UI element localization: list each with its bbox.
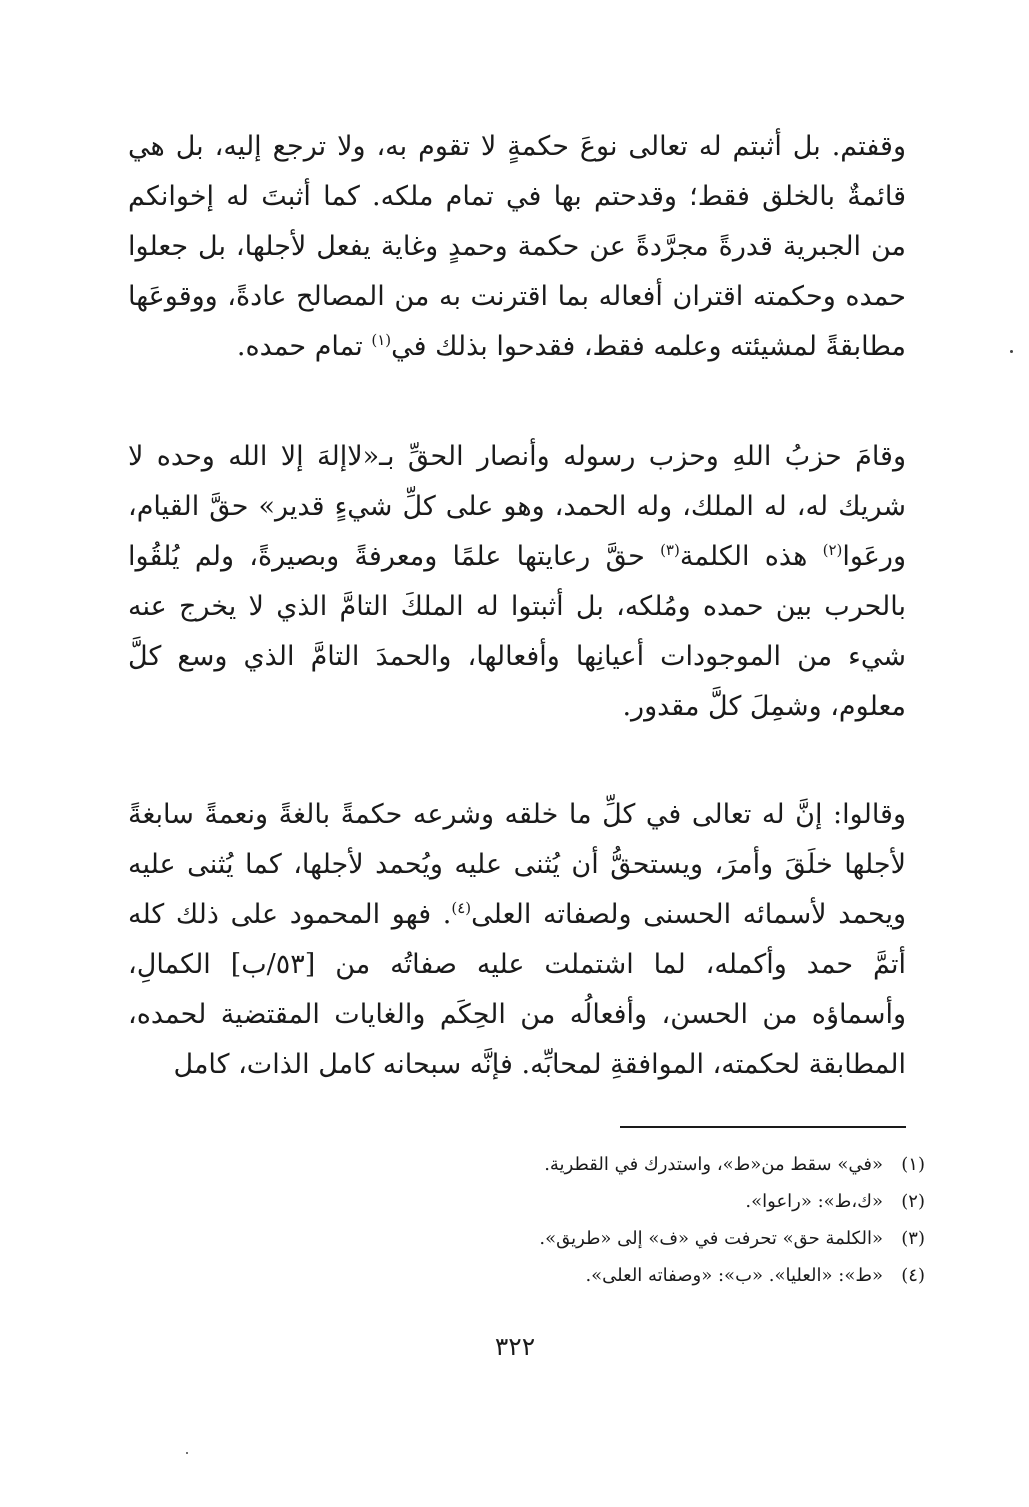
footnote-ref-4[interactable]: (٤) bbox=[451, 899, 472, 917]
paragraph-3 bbox=[128, 790, 906, 1090]
footnote-text: «ك،ط»: «راعوا». bbox=[745, 1191, 883, 1212]
paragraph-3-text-end: . فهو المحمود على ذلك كله أتمَّ حمد وأكمله، لما اشتملت عليه صفاتُه من [٥٣/ب] الكمالِ، وأسماؤه من الحسن، وأفعالُه من الحِكَم والغايات المقتضية لحمده، المطابقة لحكمته، الموافقةِ لمحابِّه. فإنَّه سبحانه كامل الذات، كامل bbox=[128, 899, 907, 1080]
scan-speck bbox=[186, 1452, 188, 1454]
footnote-number: (٤) bbox=[901, 1265, 925, 1286]
footnote-ref-2[interactable]: (٢) bbox=[822, 541, 843, 559]
footnote-4 bbox=[300, 1257, 925, 1294]
footnote-ref-3[interactable]: (٣) bbox=[660, 541, 680, 559]
page-number: ٣٢٢ bbox=[494, 1332, 536, 1361]
paragraph-1 bbox=[128, 122, 906, 372]
paragraph-2-text: وقامَ حزبُ اللهِ وحزب رسوله وأنصار الحقِّ بـ«لاإلهَ إلا الله وحده لا شريك له، له الملك، وله الحمد، وهو على كلِّ شيءٍ قدير» حقَّ القيام، ورعَوا bbox=[128, 441, 906, 572]
footnote-number: (٣) bbox=[901, 1228, 925, 1249]
paragraph-1-text-end: تمام حمده. bbox=[236, 331, 372, 362]
paragraph-2 bbox=[128, 432, 906, 732]
footnote-text: «في» سقط من«ط»، واستدرك في القطرية. bbox=[544, 1154, 883, 1175]
footnote-number: (٢) bbox=[901, 1191, 925, 1212]
paragraph-1-text: وقفتم. بل أثبتم له تعالى نوعَ حكمةٍ لا تقوم به، ولا ترجع إليه، بل هي قائمةٌ بالخلق فقط؛ وقدحتم بها في تمام ملكه. كما أثبتَ له إخوانكم من الجبرية قدرةً مجرَّدةً عن حكمة وحمدٍ وغاية يفعل لأجلها، بل جعلوا حمده وحكمته اقتران أفعاله بما اقترنت به من المصالح عادةً، ووقوعَها مطابقةً لمشيئته وعلمه فقط، فقدحوا بذلك في bbox=[128, 131, 906, 362]
footnote-1 bbox=[300, 1146, 925, 1183]
footnotes-section bbox=[300, 1146, 925, 1294]
footnote-3 bbox=[300, 1220, 925, 1257]
footnote-ref-1[interactable]: (١) bbox=[371, 331, 392, 349]
paragraph-2-text-end: حقَّ رعايتها علمًا ومعرفةً وبصيرةً، ولم يُلقُوا بالحرب بين حمده ومُلكه، بل أثبتوا له الملكَ التامَّ الذي لا يخرج عنه شيء من الموجودات أعيانِها وأفعالها، والحمدَ التامَّ الذي وسع كلَّ معلوم، وشمِلَ كلَّ مقدور. bbox=[128, 541, 906, 722]
paragraph-3-text: وقالوا: إنَّ له تعالى في كلِّ ما خلقه وشرعه حكمةً بالغةً ونعمةً سابغةً لأجلها خلَقَ وأمرَ، ويستحقُّ أن يُثنى عليه ويُحمد لأجلها، كما يُثنى عليه ويحمد لأسمائه الحسنى ولصفاته العلى bbox=[128, 799, 907, 930]
footnote-number: (١) bbox=[901, 1154, 925, 1175]
paragraph-2-text-mid: هذه الكلمة bbox=[679, 541, 823, 572]
footnote-2 bbox=[300, 1183, 925, 1220]
footnote-text: «الكلمة حق» تحرفت في «ف» إلى «طريق». bbox=[539, 1228, 883, 1249]
footnote-separator bbox=[620, 1126, 906, 1128]
footnote-text: «ط»: «العليا». «ب»: «وصفاته العلى». bbox=[585, 1265, 883, 1286]
scan-speck bbox=[1010, 350, 1013, 353]
